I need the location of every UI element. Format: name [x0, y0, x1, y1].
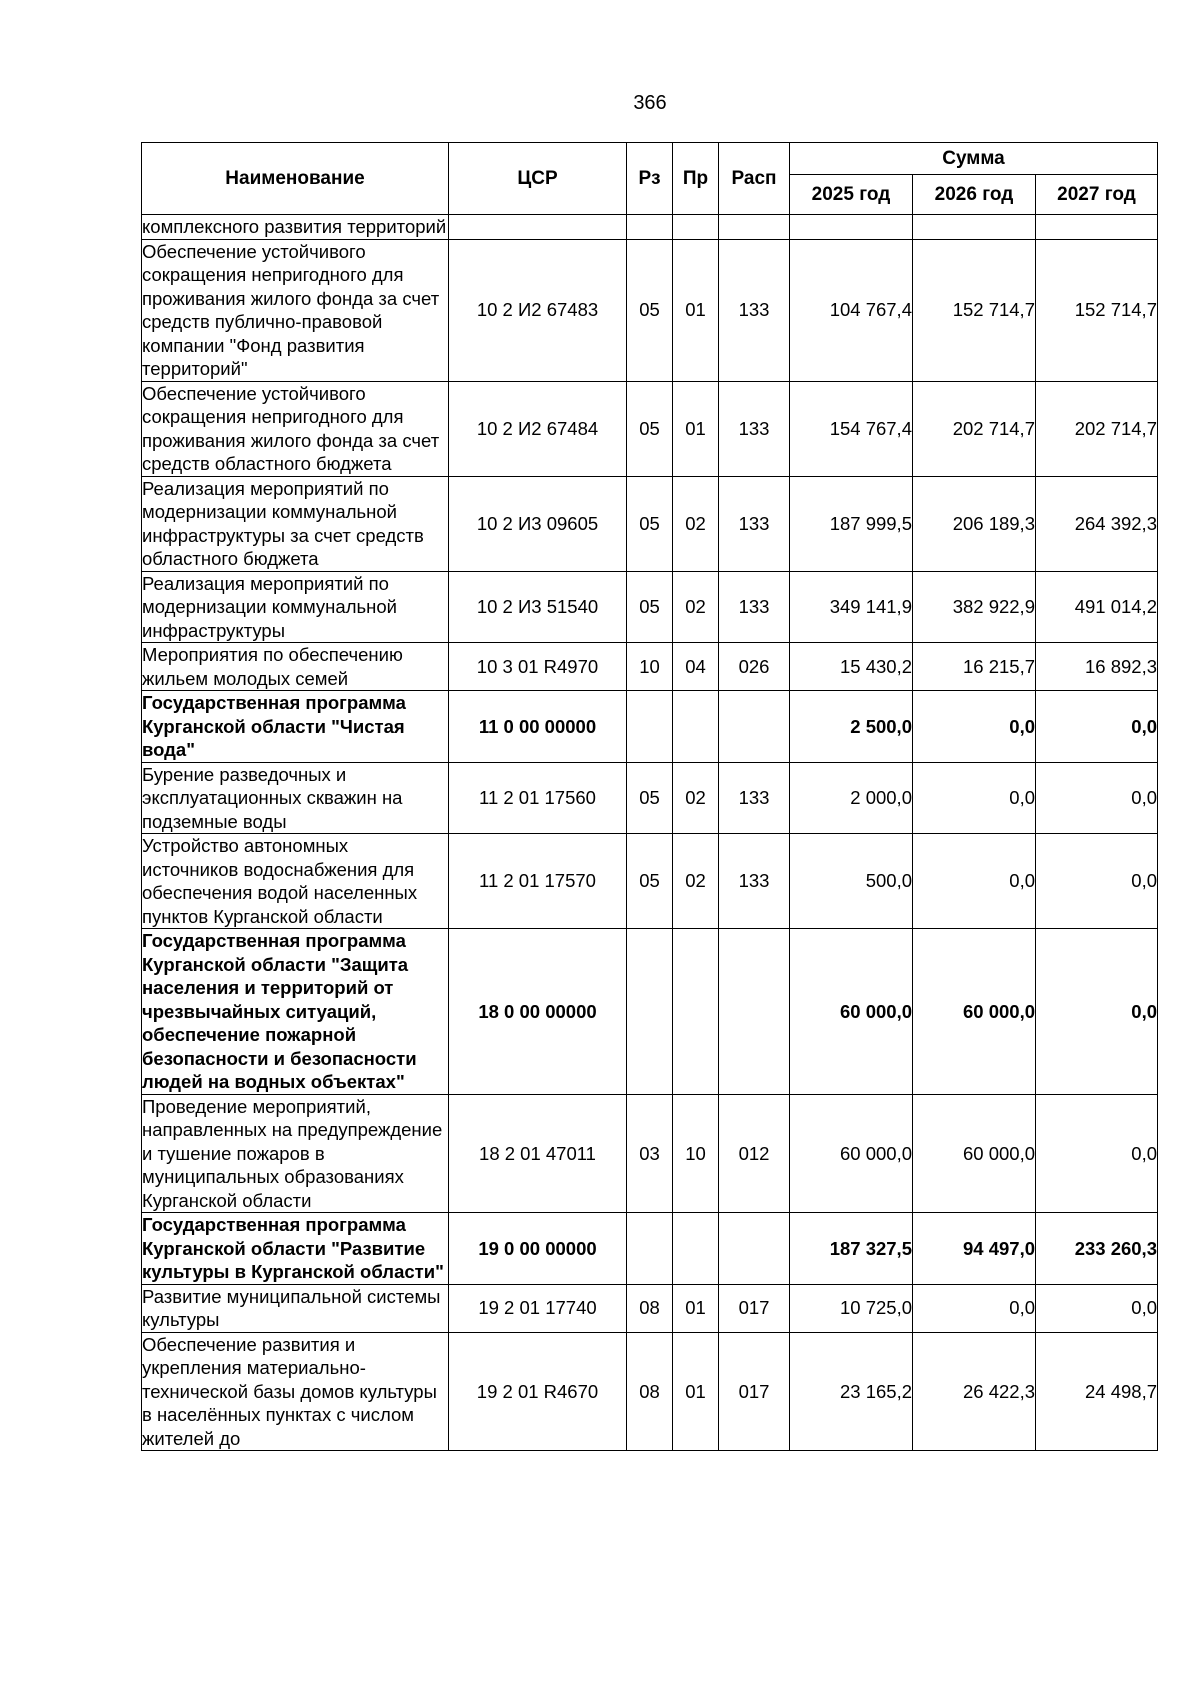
table-row — [142, 381, 1158, 476]
cell-2027: 491 014,2 — [1036, 571, 1158, 643]
cell-name: Мероприятия по обеспечению жильем молодых семей — [142, 643, 449, 691]
cell-rasp: 133 — [719, 381, 790, 476]
table-row — [142, 929, 1158, 1095]
cell-2025: 10 725,0 — [790, 1284, 913, 1332]
cell-name: Государственная программа Курганской области "Защита населения и территорий от чрезвычайных ситуаций, обеспечение пожарной безопасности и безопасности людей на водных объектах" — [142, 929, 449, 1095]
cell-2025: 187 327,5 — [790, 1213, 913, 1285]
cell-2025: 23 165,2 — [790, 1332, 913, 1451]
cell-rz: 05 — [627, 381, 673, 476]
cell-csr: 19 2 01 R4670 — [449, 1332, 627, 1451]
cell-name: Реализация мероприятий по модернизации коммунальной инфраструктуры за счет средств областного бюджета — [142, 476, 449, 571]
table-row — [142, 215, 1158, 240]
cell-rasp: 017 — [719, 1332, 790, 1451]
cell-rasp: 133 — [719, 571, 790, 643]
cell-rasp — [719, 1213, 790, 1285]
cell-pr: 04 — [673, 643, 719, 691]
cell-csr: 10 3 01 R4970 — [449, 643, 627, 691]
cell-name: Государственная программа Курганской области "Чистая вода" — [142, 691, 449, 763]
cell-2027: 0,0 — [1036, 929, 1158, 1095]
cell-2025 — [790, 215, 913, 240]
cell-2025: 15 430,2 — [790, 643, 913, 691]
cell-pr — [673, 691, 719, 763]
cell-pr: 01 — [673, 381, 719, 476]
cell-2026: 26 422,3 — [913, 1332, 1036, 1451]
cell-csr: 19 2 01 17740 — [449, 1284, 627, 1332]
cell-rz: 05 — [627, 239, 673, 381]
cell-name: Обеспечение устойчивого сокращения непригодного для проживания жилого фонда за счет средств областного бюджета — [142, 381, 449, 476]
cell-rz — [627, 929, 673, 1095]
cell-rasp: 133 — [719, 762, 790, 834]
cell-2027: 152 714,7 — [1036, 239, 1158, 381]
cell-csr: 18 2 01 47011 — [449, 1094, 627, 1213]
cell-rz: 05 — [627, 762, 673, 834]
page-number: 366 — [633, 92, 667, 114]
cell-pr: 02 — [673, 571, 719, 643]
cell-2027: 24 498,7 — [1036, 1332, 1158, 1451]
cell-2025: 2 000,0 — [790, 762, 913, 834]
cell-rz: 10 — [627, 643, 673, 691]
budget-table — [141, 142, 1158, 1451]
header-csr: ЦСР — [449, 143, 627, 215]
cell-pr: 02 — [673, 834, 719, 929]
cell-rz: 05 — [627, 834, 673, 929]
cell-csr: 10 2 И2 67483 — [449, 239, 627, 381]
cell-csr: 11 2 01 17560 — [449, 762, 627, 834]
cell-2025: 500,0 — [790, 834, 913, 929]
cell-csr — [449, 215, 627, 240]
table-row — [142, 834, 1158, 929]
cell-2025: 60 000,0 — [790, 1094, 913, 1213]
cell-pr: 01 — [673, 239, 719, 381]
header-year-2025: 2025 год — [790, 175, 913, 215]
table-row — [142, 571, 1158, 643]
header-year-2027: 2027 год — [1036, 175, 1158, 215]
cell-csr: 18 0 00 00000 — [449, 929, 627, 1095]
cell-rz: 05 — [627, 571, 673, 643]
cell-csr: 10 2 И3 51540 — [449, 571, 627, 643]
cell-csr: 10 2 И3 09605 — [449, 476, 627, 571]
table-body — [142, 215, 1158, 1451]
table-row — [142, 1284, 1158, 1332]
cell-2026: 16 215,7 — [913, 643, 1036, 691]
cell-pr: 02 — [673, 476, 719, 571]
table-row — [142, 476, 1158, 571]
cell-rasp: 133 — [719, 834, 790, 929]
header-sum: Сумма — [790, 143, 1158, 175]
header-pr: Пр — [673, 143, 719, 215]
cell-pr: 02 — [673, 762, 719, 834]
cell-2026 — [913, 215, 1036, 240]
cell-2027: 16 892,3 — [1036, 643, 1158, 691]
cell-2027: 264 392,3 — [1036, 476, 1158, 571]
cell-name: Развитие муниципальной системы культуры — [142, 1284, 449, 1332]
cell-rz — [627, 215, 673, 240]
cell-rasp — [719, 691, 790, 763]
cell-2026: 382 922,9 — [913, 571, 1036, 643]
cell-rz — [627, 691, 673, 763]
table-row — [142, 1332, 1158, 1451]
cell-2026: 0,0 — [913, 834, 1036, 929]
cell-name: Устройство автономных источников водоснабжения для обеспечения водой населенных пунктов Курганской области — [142, 834, 449, 929]
table-row — [142, 643, 1158, 691]
cell-csr: 10 2 И2 67484 — [449, 381, 627, 476]
cell-name: Обеспечение устойчивого сокращения непригодного для проживания жилого фонда за счет средств публично-правовой компании "Фонд развития территорий" — [142, 239, 449, 381]
cell-2026: 152 714,7 — [913, 239, 1036, 381]
header-year-2026: 2026 год — [913, 175, 1036, 215]
cell-rz: 08 — [627, 1284, 673, 1332]
cell-rz — [627, 1213, 673, 1285]
cell-rasp: 133 — [719, 476, 790, 571]
cell-2026: 0,0 — [913, 691, 1036, 763]
cell-name: Обеспечение развития и укрепления материально-технической базы домов культуры в населённых пунктах с числом жителей до — [142, 1332, 449, 1451]
cell-rasp: 017 — [719, 1284, 790, 1332]
cell-rz: 08 — [627, 1332, 673, 1451]
header-rz: Рз — [627, 143, 673, 215]
cell-csr: 11 2 01 17570 — [449, 834, 627, 929]
cell-pr — [673, 215, 719, 240]
cell-2027: 0,0 — [1036, 1284, 1158, 1332]
cell-rasp — [719, 215, 790, 240]
cell-2025: 187 999,5 — [790, 476, 913, 571]
cell-2025: 60 000,0 — [790, 929, 913, 1095]
cell-name: комплексного развития территорий — [142, 215, 449, 240]
cell-pr — [673, 929, 719, 1095]
cell-rz: 05 — [627, 476, 673, 571]
cell-rasp: 012 — [719, 1094, 790, 1213]
cell-pr — [673, 1213, 719, 1285]
cell-2026: 60 000,0 — [913, 1094, 1036, 1213]
table-row — [142, 239, 1158, 381]
cell-2026: 202 714,7 — [913, 381, 1036, 476]
cell-2026: 0,0 — [913, 1284, 1036, 1332]
table-row — [142, 1213, 1158, 1285]
table-row — [142, 1094, 1158, 1213]
cell-name: Проведение мероприятий, направленных на предупреждение и тушение пожаров в муниципальных образованиях Курганской области — [142, 1094, 449, 1213]
cell-2026: 94 497,0 — [913, 1213, 1036, 1285]
table-row — [142, 691, 1158, 763]
cell-rasp: 133 — [719, 239, 790, 381]
header-rasp: Расп — [719, 143, 790, 215]
cell-2027: 0,0 — [1036, 762, 1158, 834]
header-name: Наименование — [142, 143, 449, 215]
cell-csr: 19 0 00 00000 — [449, 1213, 627, 1285]
cell-csr: 11 0 00 00000 — [449, 691, 627, 763]
cell-2027: 233 260,3 — [1036, 1213, 1158, 1285]
cell-2027: 0,0 — [1036, 691, 1158, 763]
cell-2026: 206 189,3 — [913, 476, 1036, 571]
cell-name: Бурение разведочных и эксплуатационных скважин на подземные воды — [142, 762, 449, 834]
cell-2027: 0,0 — [1036, 1094, 1158, 1213]
table-row — [142, 762, 1158, 834]
cell-rasp — [719, 929, 790, 1095]
cell-name: Реализация мероприятий по модернизации коммунальной инфраструктуры — [142, 571, 449, 643]
cell-2026: 0,0 — [913, 762, 1036, 834]
cell-2025: 349 141,9 — [790, 571, 913, 643]
cell-2027: 0,0 — [1036, 834, 1158, 929]
cell-2025: 2 500,0 — [790, 691, 913, 763]
cell-2026: 60 000,0 — [913, 929, 1036, 1095]
cell-pr: 01 — [673, 1332, 719, 1451]
cell-2025: 104 767,4 — [790, 239, 913, 381]
cell-rasp: 026 — [719, 643, 790, 691]
cell-pr: 01 — [673, 1284, 719, 1332]
cell-name: Государственная программа Курганской области "Развитие культуры в Курганской области" — [142, 1213, 449, 1285]
cell-2027 — [1036, 215, 1158, 240]
cell-rz: 03 — [627, 1094, 673, 1213]
cell-2027: 202 714,7 — [1036, 381, 1158, 476]
cell-pr: 10 — [673, 1094, 719, 1213]
cell-2025: 154 767,4 — [790, 381, 913, 476]
